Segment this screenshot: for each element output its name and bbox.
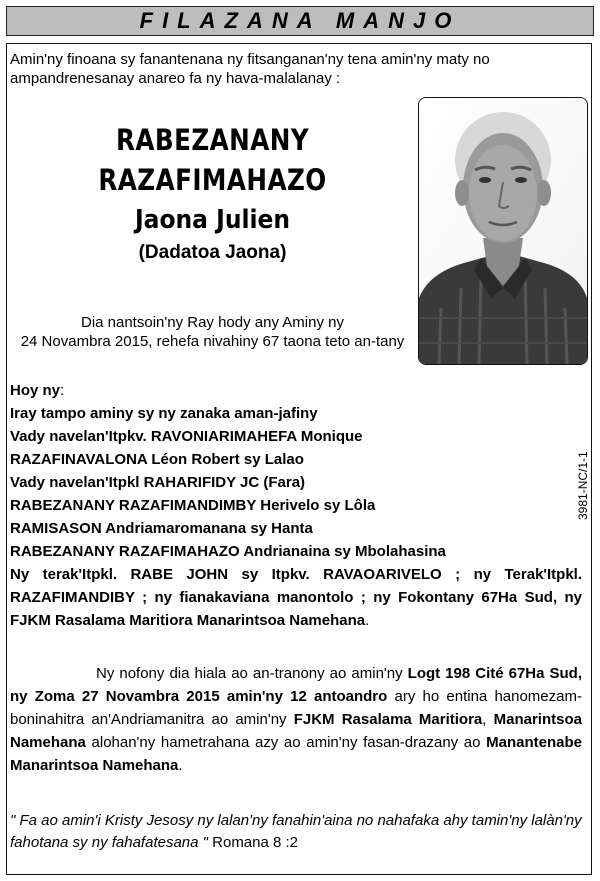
bible-quote (10, 810, 582, 854)
survivor-line: RABEZANANY RAZAFIMAHAZO Andrianaina sy Mbolahasina (10, 543, 446, 560)
funeral-location-time: Logt 198 Cité 67Ha Sud, ny Zoma 27 Novambra 2015 amin'ny 12 antoandro (10, 665, 582, 705)
survivor-line: RABEZANANY RAZAFIMANDIMBY Herivelo sy Lôla (10, 497, 376, 514)
funeral-text-2: ary ho entina hanomezam-boninahitra an'Andriamanitra ao amin'ny (10, 688, 582, 728)
church-name: FJKM Rasalama Maritiora Manarintsoa Namehana (10, 612, 366, 629)
survivors-intro-label: Hoy ny (10, 382, 61, 399)
quote-text: " Fa ao amin'i Kristy Jesosy ny lalan'ny fanahin'aina no nahafaka ahy tamin'ny lalàn'ny fahotana sy ny fahafatesana " (10, 812, 582, 851)
survivor-line: RAZAFINAVALONA Léon Robert sy Lalao (10, 451, 304, 468)
survivor-line: Vady navelan'Itpkl RAHARIFIDY JC (Fara) (10, 474, 306, 491)
quote-reference: Romana 8 :2 (212, 834, 299, 851)
passing-line1: Dia nantsoin'ny Ray hody any Aminy ny (80, 314, 344, 331)
survivors-intro (10, 379, 582, 402)
survivor-line: Vady navelan'Itpkv. RAVONIARIMAHEFA Monique (10, 428, 363, 445)
passing-line2: 24 Novambra 2015, rehefa nivahiny 67 taona teto an-tany (20, 333, 405, 350)
funeral-church: FJKM Rasalama Maritiora (293, 711, 483, 728)
survivor-line: RAMISASON Andriamaromanana sy Hanta (10, 520, 313, 537)
survivor-line: Ny terak'Itpkl. RABE JOHN sy Itpkv. RAVAOARIVELO ; ny Terak'Itpkl. (10, 566, 582, 583)
funeral-church-place: Manarintsoa Namehana (10, 711, 582, 751)
surname-line2: RAZAFIMAHAZO (98, 163, 327, 197)
survivor-line: Iray tampo aminy sy ny zanaka aman-jafiny (10, 405, 318, 422)
header-title: FILAZANA MANJO (139, 8, 461, 33)
survivor-last-line (10, 609, 582, 632)
survivors-list (10, 379, 582, 632)
funeral-text-5: . (178, 757, 183, 774)
reference-code: 3981-NC/1-1 (576, 451, 590, 520)
funeral-text-4: alohan'ny hametrahana azy ao amin'ny fasan-drazany ao (85, 734, 487, 751)
portrait-image (419, 98, 587, 364)
funeral-details (10, 662, 582, 777)
funeral-text-1: Ny nofony dia hiala ao an-tranony ao amin'ny (96, 665, 408, 682)
deceased-name-block (10, 120, 415, 266)
survivor-line: RAZAFIMANDIBY ; ny fianakaviana manontolo ; ny Fokontany 67Ha Sud, ny (10, 589, 582, 606)
survivor-last-end: . (365, 612, 370, 629)
funeral-burial-place: Manantenabe Manarintsoa Namehana (10, 734, 582, 774)
header-banner (6, 6, 594, 36)
passing-announcement (10, 313, 415, 351)
nickname: (Dadatoa Jaona) (138, 242, 287, 263)
surname-line1: RABEZANANY (115, 123, 310, 157)
given-names: Jaona Julien (134, 205, 291, 235)
portrait-photo (418, 97, 588, 365)
funeral-text-3: , (482, 711, 494, 728)
survivors-intro-colon: : (60, 382, 65, 399)
funeral-paragraph (10, 662, 582, 777)
intro-text: Amin'ny finoana sy fanantenana ny fitsanganan'ny tena amin'ny maty no ampandrenesanay anareo fa ny hava-malalanay : (10, 51, 490, 87)
